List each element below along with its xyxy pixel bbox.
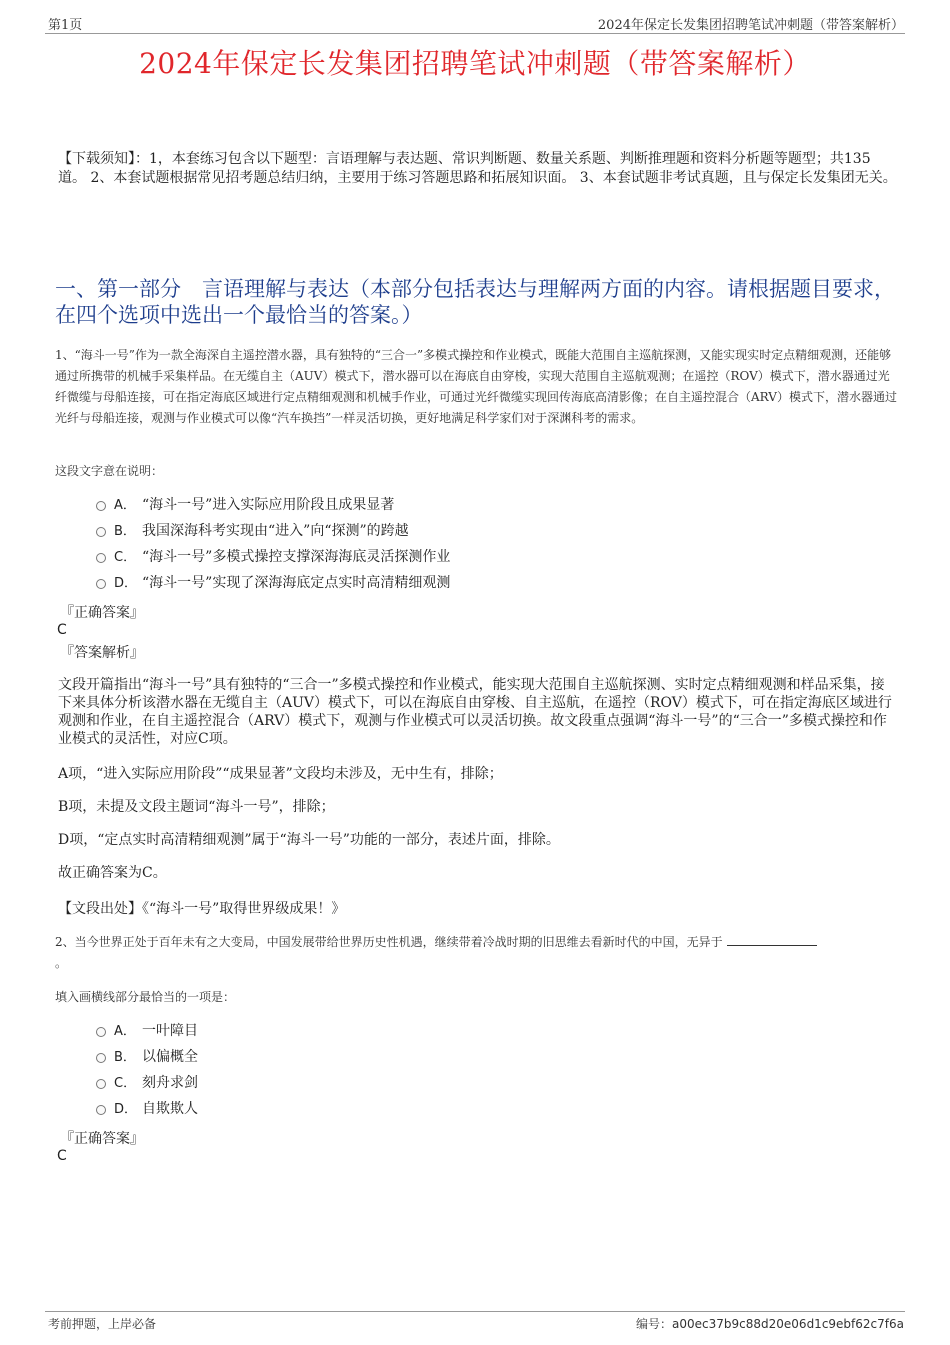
radio-icon[interactable]	[96, 1053, 106, 1063]
question-1-option-a[interactable]	[96, 494, 394, 516]
analysis-paragraph: A项，“进入实际应用阶段”“成果显著”文段均未涉及，无中生有，排除；	[58, 766, 503, 782]
question-1-text: 1、“海斗一号”作为一款全海深自主遥控潜水器，具有独特的“三合一”多模式操控和作业模式，既能大范围自主巡航探测，又能实现实时定点精细观测，还能够通过所携带的机械手采集样品。在无缆自主（AUV）模式下，潜水器可以在海底自由穿梭，实现大范围自主巡航观测；在遥控（ROV）模式下，潜水器通过光纤微缆与母船连接，可在指定海底区域进行定点精细观测和机械手作业，可通过光纤微缆实现回传海底高清影像；在自主遥控混合（ARV）模式下，潜水器通过光纤与母船连接，观测与作业模式可以像“汽车换挡”一样灵活切换，更好地满足科学家们对于深渊科考的需求。	[55, 348, 897, 425]
radio-icon[interactable]	[96, 1079, 106, 1089]
question-2-prompt: 填入画横线部分最恰当的一项是：	[55, 990, 236, 1004]
option-text: “海斗一号”多模式操控支撑深海海底灵活探测作业	[142, 549, 451, 565]
question-2-answer-label: 『正确答案』	[60, 1131, 144, 1147]
document-code-value: a00ec37b9c88d20e06d1c9ebf62c7f6a	[672, 1317, 904, 1331]
radio-icon[interactable]	[96, 579, 106, 589]
page-number: 第1页	[48, 18, 83, 33]
question-1-option-d[interactable]	[96, 572, 450, 594]
radio-icon[interactable]	[96, 501, 106, 511]
analysis-paragraph: B项，未提及文段主题词“海斗一号”，排除；	[58, 799, 335, 815]
option-text: 自欺欺人	[142, 1101, 198, 1117]
header-divider	[45, 33, 905, 34]
question-1-prompt: 这段文字意在说明：	[55, 464, 164, 478]
analysis-paragraph: 故正确答案为C。	[58, 865, 167, 881]
radio-icon[interactable]	[96, 1105, 106, 1115]
download-notice: 【下载须知】：1，本套练习包含以下题型：言语理解与表达题、常识判断题、数量关系题、判断推理题和资料分析题等题型；共135道。 2、本套试题根据常见招考题总结归纳，主要用于练习答题思路和拓展知识面。 3、本套试题非考试真题，且与保定长发集团无关。	[58, 151, 897, 186]
option-text: 一叶障目	[142, 1023, 198, 1039]
question-1-answer: C	[57, 622, 67, 638]
question-1-option-c[interactable]	[96, 546, 450, 568]
footer-slogan: 考前押题，上岸必备	[48, 1317, 157, 1331]
footer-divider	[45, 1311, 905, 1312]
option-letter: B．	[114, 1050, 136, 1065]
source-citation: 【文段出处】《“海斗一号”取得世界级成果！》	[58, 901, 346, 917]
document-code-label: 编号：	[636, 1317, 673, 1331]
question-2-option-d[interactable]	[96, 1098, 198, 1120]
option-letter: D．	[114, 576, 138, 591]
question-1-answer-label: 『正确答案』	[60, 605, 144, 621]
option-letter: A．	[114, 1024, 136, 1039]
option-text: “海斗一号”进入实际应用阶段且成果显著	[142, 497, 395, 513]
question-2-body-end: 。	[55, 956, 68, 970]
option-text: 以偏概全	[142, 1049, 198, 1065]
question-2-text	[55, 932, 900, 974]
header-doc-title: 2024年保定长发集团招聘笔试冲刺题（带答案解析）	[597, 18, 904, 33]
radio-icon[interactable]	[96, 553, 106, 563]
analysis-paragraph: 文段开篇指出“海斗一号”具有独特的“三合一”多模式操控和作业模式，能实现大范围自主巡航探测、实时定点精细观测和样品采集，接下来具体分析该潜水器在无缆自主（AUV）模式下，可以在海底自由穿梭、自主巡航，在遥控（ROV）模式下，可在指定海底区域进行观测和作业，在自主遥控混合（ARV）模式下，观测与作业模式可以灵活切换。故文段重点强调“海斗一号”的“三合一”多模式操控和作业模式的灵活性，对应C项。	[58, 677, 892, 747]
option-text: 我国深海科考实现由“进入”向“探测”的跨越	[142, 523, 409, 539]
radio-icon[interactable]	[96, 527, 106, 537]
option-text: 刻舟求剑	[142, 1075, 198, 1091]
document-code	[636, 1315, 904, 1332]
option-letter: C．	[114, 1076, 137, 1091]
option-letter: B．	[114, 524, 136, 539]
question-1-option-b[interactable]	[96, 520, 409, 542]
section-heading: 一、第一部分 言语理解与表达（本部分包括表达与理解两方面的内容。请根据题目要求，在四个选项中选出一个最恰当的答案。）	[55, 277, 895, 327]
question-2-option-c[interactable]	[96, 1072, 198, 1094]
page-title: 2024年保定长发集团招聘笔试冲刺题（带答案解析）	[139, 47, 811, 80]
question-2-answer: C	[57, 1148, 67, 1164]
question-2-option-b[interactable]	[96, 1046, 198, 1068]
fill-blank	[727, 933, 817, 946]
question-2-option-a[interactable]	[96, 1020, 198, 1042]
question-2-body: 2、当今世界正处于百年未有之大变局，中国发展带给世界历史性机遇，继续带着冷战时期的旧思维去看新时代的中国，无异于	[55, 935, 723, 949]
option-letter: C．	[114, 550, 137, 565]
option-text: “海斗一号”实现了深海海底定点实时高清精细观测	[142, 575, 451, 591]
analysis-paragraph: D项，“定点实时高清精细观测”属于“海斗一号”功能的一部分，表述片面，排除。	[58, 832, 560, 848]
option-letter: A．	[114, 498, 136, 513]
radio-icon[interactable]	[96, 1027, 106, 1037]
question-1-analysis-label: 『答案解析』	[60, 645, 144, 661]
option-letter: D．	[114, 1102, 138, 1117]
